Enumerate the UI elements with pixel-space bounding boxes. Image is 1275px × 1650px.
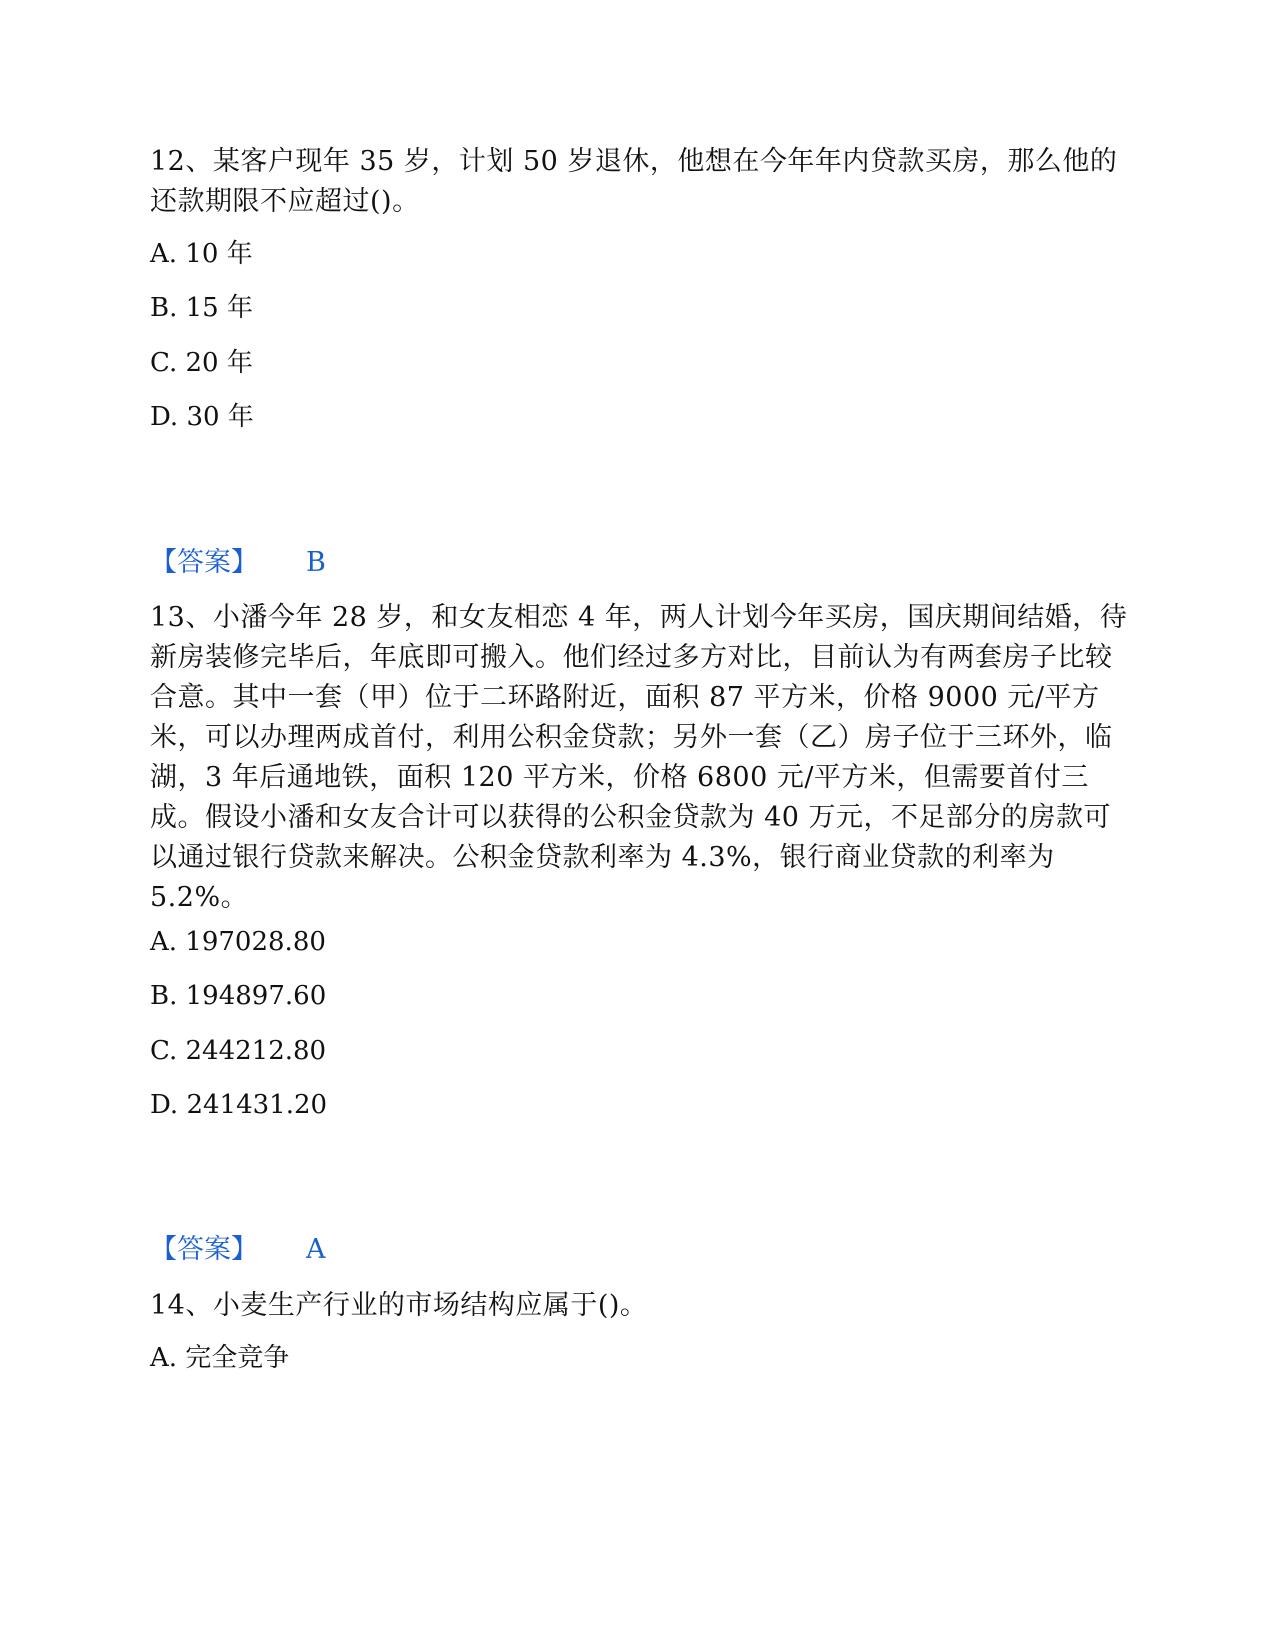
option-a: A. 10 年 bbox=[150, 239, 253, 269]
question-stem: 12、某客户现年 35 岁，计划 50 岁退休，他想在今年年内贷款买房，那么他的还款期限不应超过()。 bbox=[150, 146, 1118, 217]
question-stem: 13、小潘今年 28 岁，和女友相恋 4 年，两人计划今年买房，国庆期间结婚，待新房装修完毕后，年底即可搬入。他们经过多方对比，目前认为有两套房子比较合意。其中一套（甲）位于二环路附近，面积 87 平方米，价格 9000 元/平方米，可以办理两成首付，利用公积金贷款；另外一套（乙）房子位于三环外，临湖，3 年后通地铁，面积 120 平方米，价格 6800 元/平方米，但需要首付三成。假设小潘和女友合计可以获得的公积金贷款为 40 万元，不足部分的房款可以通过银行贷款来解决。公积金贷款利率为 4.3%，银行商业贷款的利率为 5.2%。 bbox=[150, 602, 1128, 913]
question-13 bbox=[150, 598, 1130, 918]
option-c: C. 244212.80 bbox=[150, 1036, 327, 1066]
answer-value: B bbox=[306, 547, 326, 578]
option-b: B. 194897.60 bbox=[150, 981, 327, 1011]
option-a: A. 完全竞争 bbox=[150, 1343, 290, 1373]
option-a: A. 197028.80 bbox=[150, 927, 326, 957]
option-d: D. 30 年 bbox=[150, 402, 254, 432]
question-12-options bbox=[150, 238, 1130, 438]
question-14 bbox=[150, 1286, 1130, 1326]
question-13-options bbox=[150, 926, 1130, 1126]
answer-label: 【答案】 bbox=[150, 547, 258, 578]
question-12 bbox=[150, 142, 1130, 222]
option-c: C. 20 年 bbox=[150, 348, 253, 378]
option-b: B. 15 年 bbox=[150, 293, 253, 323]
option-d: D. 241431.20 bbox=[150, 1090, 328, 1120]
answer-row-13 bbox=[150, 1233, 326, 1267]
question-stem: 14、小麦生产行业的市场结构应属于()。 bbox=[150, 1290, 648, 1321]
answer-label: 【答案】 bbox=[150, 1234, 258, 1265]
answer-row-12 bbox=[150, 546, 326, 580]
answer-value: A bbox=[306, 1234, 326, 1265]
question-14-options bbox=[150, 1342, 1130, 1382]
